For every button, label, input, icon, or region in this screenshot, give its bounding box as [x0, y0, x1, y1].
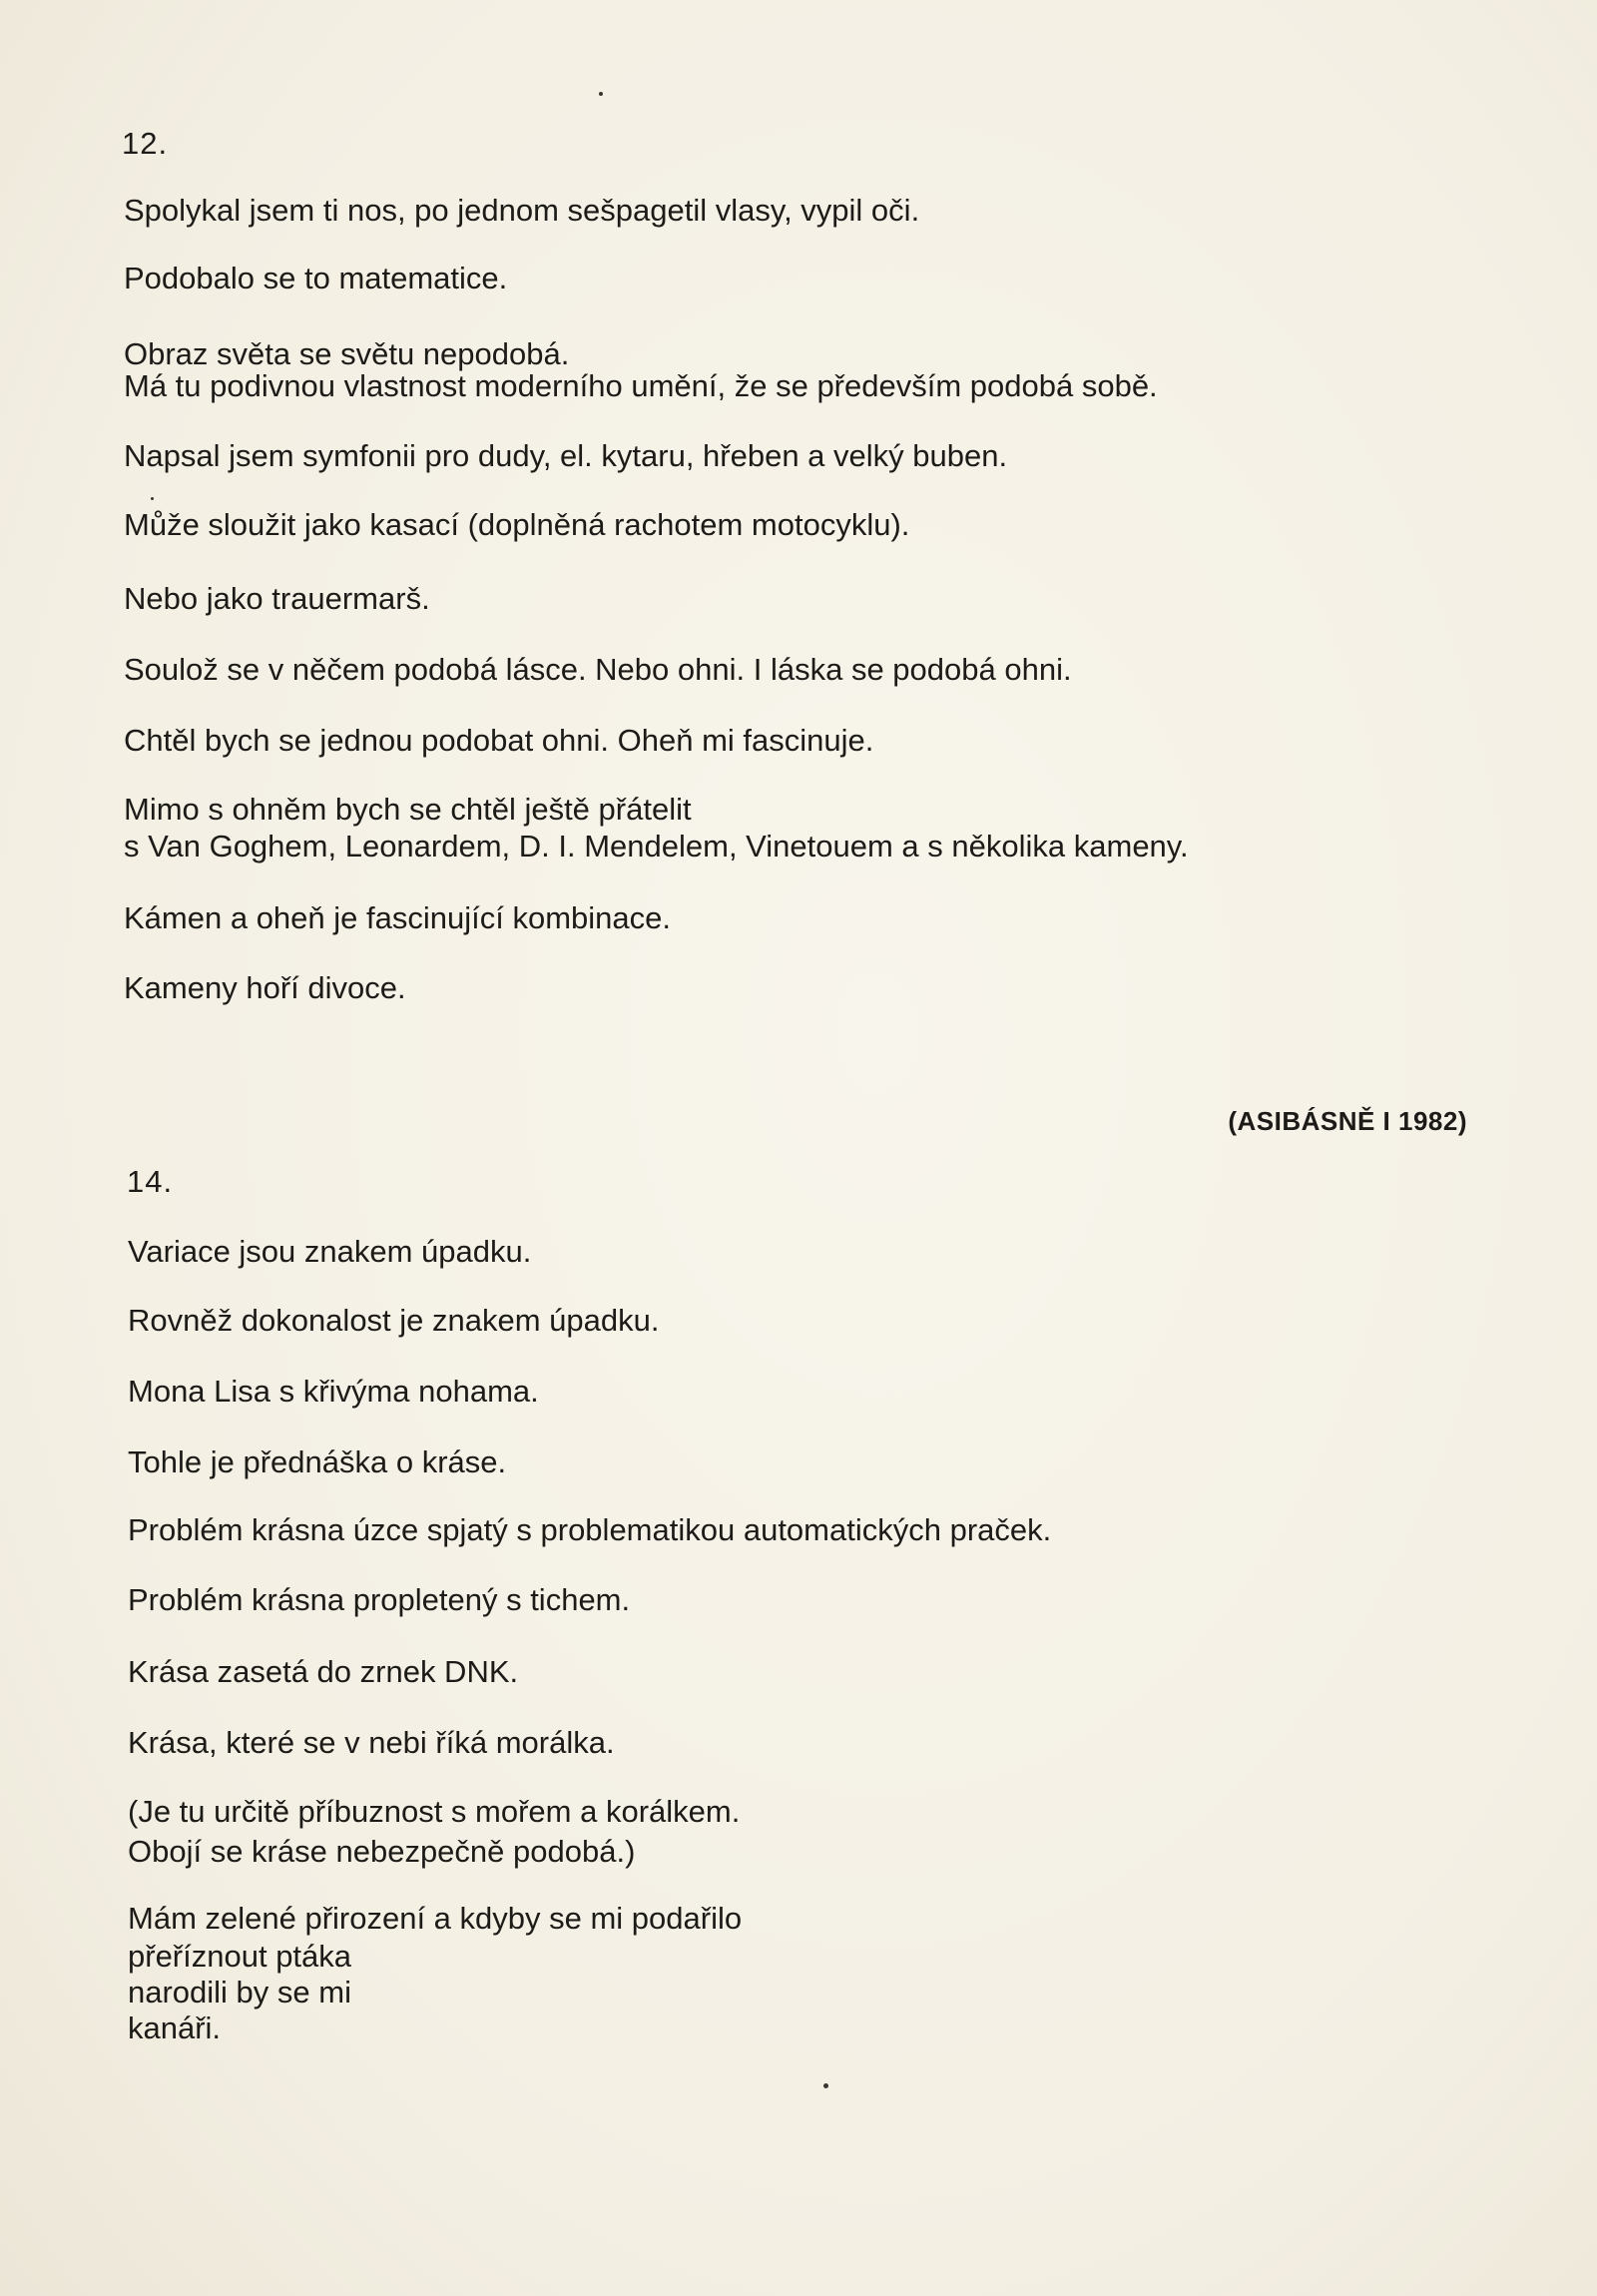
- poem-14-line: přeříznout ptáka: [128, 1939, 352, 1974]
- poem-12-line: s Van Goghem, Leonardem, D. I. Mendelem, Vinetouem a s několika kameny.: [124, 829, 1189, 863]
- poem-14-line: Obojí se kráse nebezpečně podobá.): [128, 1834, 636, 1869]
- poem-14-line: Problém krásna propletený s tichem.: [128, 1582, 631, 1617]
- poem-14-line: Krása, které se v nebi říká morálka.: [128, 1725, 615, 1760]
- poem-12-line: Obraz světa se světu nepodobá.: [124, 336, 570, 371]
- poem-14-line: Tohle je přednáška o kráse.: [128, 1444, 507, 1479]
- poem-12-line: Napsal jsem symfonii pro dudy, el. kytaru, hřeben a velký buben.: [124, 438, 1008, 473]
- poem-12-line: Spolykal jsem ti nos, po jednom sešpagetil vlasy, vypil oči.: [124, 193, 920, 228]
- poem-12-line: Má tu podivnou vlastnost moderního umění, že se především podobá sobě.: [124, 368, 1158, 403]
- poem-12-line: Kameny hoří divoce.: [124, 970, 406, 1005]
- poem-14-line: Krása zasetá do zrnek DNK.: [128, 1654, 519, 1689]
- poem-12-number: 12.: [122, 126, 169, 161]
- print-speck: [823, 2083, 828, 2088]
- poem-14-line: Rovněž dokonalost je znakem úpadku.: [128, 1303, 660, 1338]
- source-note: (ASIBÁSNĚ I 1982): [1228, 1106, 1467, 1136]
- poem-14-line: Problém krásna úzce spjatý s problematikou automatických praček.: [128, 1512, 1052, 1547]
- poem-12-line: Mimo s ohněm bych se chtěl ještě přátelit: [124, 792, 692, 827]
- print-speck: [599, 92, 603, 96]
- poem-12-line: Nebo jako trauermarš.: [124, 581, 430, 616]
- poem-12-line: Soulož se v něčem podobá lásce. Nebo ohni. I láska se podobá ohni.: [124, 652, 1072, 687]
- poem-12-line: Podobalo se to matematice.: [124, 261, 508, 295]
- print-speck: [151, 497, 154, 500]
- poem-14-line: Variace jsou znakem úpadku.: [128, 1234, 532, 1269]
- poem-14-line: narodili by se mi: [128, 1975, 351, 2009]
- poem-14-number: 14.: [127, 1164, 174, 1199]
- poem-14-line: (Je tu určitě příbuznost s mořem a korálkem.: [128, 1794, 741, 1829]
- poem-12-line: Chtěl bych se jednou podobat ohni. Oheň mi fascinuje.: [124, 723, 874, 758]
- poem-12-line: Kámen a oheň je fascinující kombinace.: [124, 900, 671, 935]
- poem-14-line: Mám zelené přirození a kdyby se mi podařilo: [128, 1901, 743, 1936]
- poem-14-line: Mona Lisa s křivýma nohama.: [128, 1374, 539, 1409]
- poem-12-line: Může sloužit jako kasací (doplněná rachotem motocyklu).: [124, 507, 910, 542]
- poem-14-line: kanáři.: [128, 2010, 222, 2045]
